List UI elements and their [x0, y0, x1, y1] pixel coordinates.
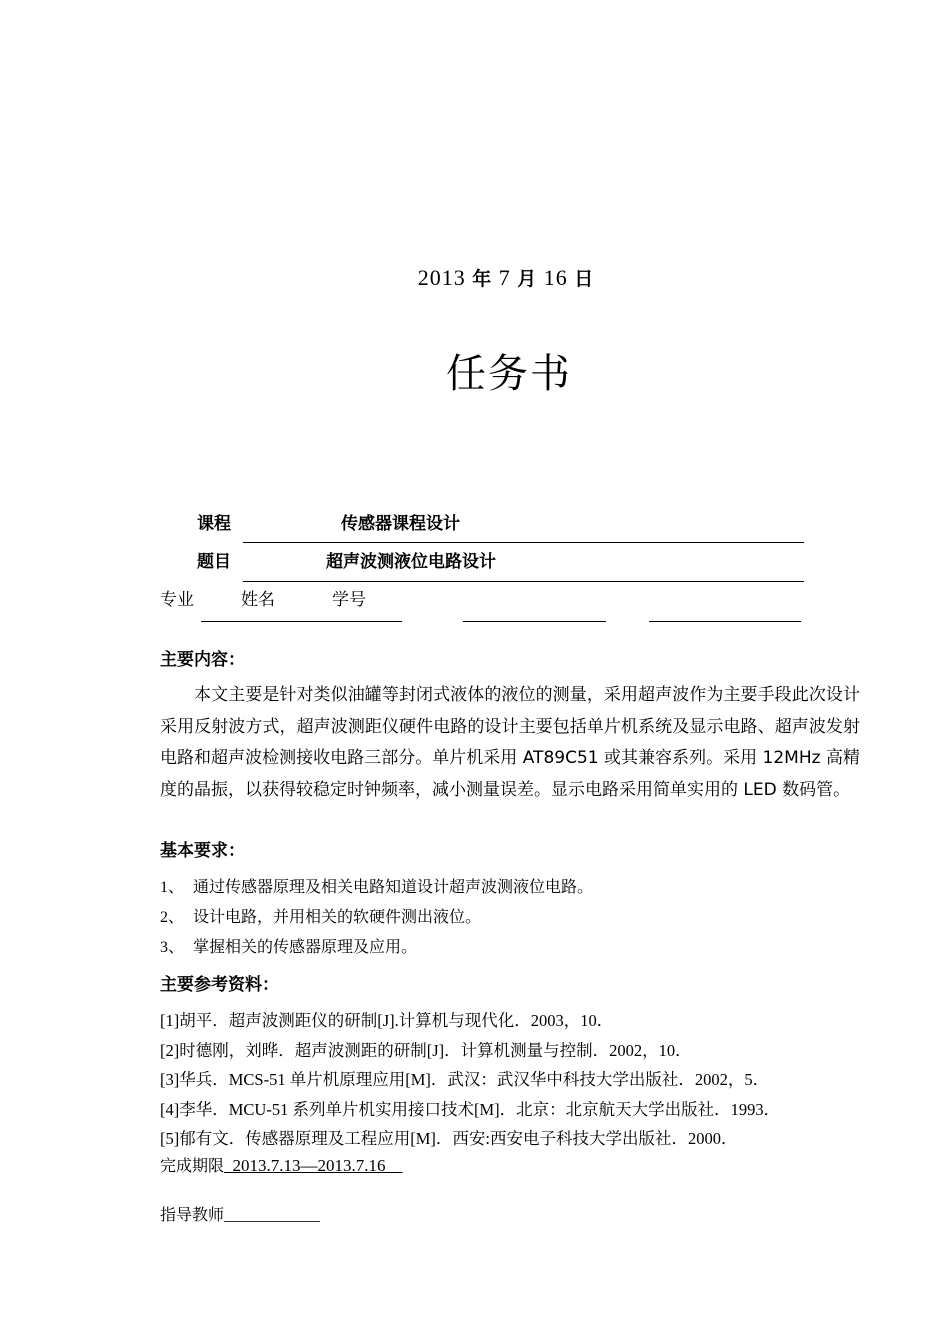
major-underline — [201, 621, 402, 622]
reference-item: [4]李华．MCU-51 系列单片机实用接口技术[M]．北京：北京航天大学出版社．1993． — [160, 1099, 781, 1119]
course-underline — [243, 542, 804, 543]
reference-item: [1]胡平．超声波测距仪的研制[J].计算机与现代化．2003，10． — [160, 1011, 614, 1030]
document-date — [0, 264, 950, 291]
name-label: 姓名 — [241, 590, 275, 610]
references-heading: 主要参考资料： — [160, 975, 279, 995]
advisor-signature-blank: ____________ — [224, 1207, 321, 1224]
date-day: 16 — [543, 265, 568, 290]
course-label: 课程 — [197, 514, 231, 534]
main-content-heading: 主要内容： — [160, 650, 245, 670]
list-item-text: 通过传感器原理及相关电路知道设计超声波测液位电路。 — [193, 877, 594, 896]
list-item-number: 1、 — [160, 879, 185, 896]
list-item — [160, 932, 593, 962]
major-label: 专业 — [160, 590, 194, 610]
references-list — [160, 1006, 780, 1154]
name-underline — [463, 621, 606, 622]
reference-item: [2]时德刚，刘晔．超声波测距的研制[J]．计算机测量与控制．2002，10． — [160, 1040, 692, 1060]
list-item-number: 2、 — [160, 909, 185, 926]
list-item — [160, 872, 593, 902]
topic-underline — [243, 581, 804, 582]
requirements-heading: 基本要求： — [160, 841, 245, 861]
advisor-label: 指导教师 — [160, 1205, 225, 1224]
topic-value: 超声波测液位电路设计 — [326, 552, 496, 572]
deadline-value: 2013.7.13—2013.7.16 — [232, 1156, 386, 1175]
list-item-text: 设计电路，并用相关的软硬件测出液位。 — [193, 907, 482, 926]
main-content-paragraph — [160, 680, 860, 806]
requirements-list — [160, 872, 593, 962]
date-year-char: 年 — [472, 268, 493, 290]
reference-item: [5]郁有文．传感器原理及工程应用[M]．西安:西安电子科技大学出版社．2000． — [160, 1129, 738, 1148]
date-month-char: 月 — [517, 268, 538, 290]
date-month: 7 — [498, 265, 511, 290]
date-day-char: 日 — [574, 268, 595, 290]
topic-label: 题目 — [197, 552, 231, 572]
advisor-line — [160, 1202, 320, 1225]
id-label: 学号 — [332, 590, 366, 610]
reference-item: [3]华兵．MCS-51 单片机原理应用[M]．武汉：武汉华中科技大学出版社．2002，5． — [160, 1070, 770, 1089]
deadline-label: 完成期限 — [160, 1156, 225, 1175]
id-underline — [649, 621, 801, 622]
deadline-line — [160, 1153, 403, 1176]
list-item-text: 掌握相关的传感器原理及应用。 — [193, 937, 418, 956]
page-title: 任务书 — [446, 351, 572, 397]
list-item-number: 3、 — [160, 939, 185, 956]
list-item — [160, 902, 593, 932]
course-value: 传感器课程设计 — [341, 514, 460, 534]
date-year: 2013 — [417, 265, 466, 290]
main-content-text: 本文主要是针对类似油罐等封闭式液体的液位的测量，采用超声波作为主要手段此次设计采用反射波方式，超声波测距仪硬件电路的设计主要包括单片机系统及显示电路、超声波发射电路和超声波检测接收电路三部分。单片机采用 AT89C51 或其兼容系列。采用 12MHz 高精度的晶振，以获得较稳定时钟频率，减小测量误差。显示电路采用简单实用的 LED 数码管。 — [160, 685, 860, 800]
